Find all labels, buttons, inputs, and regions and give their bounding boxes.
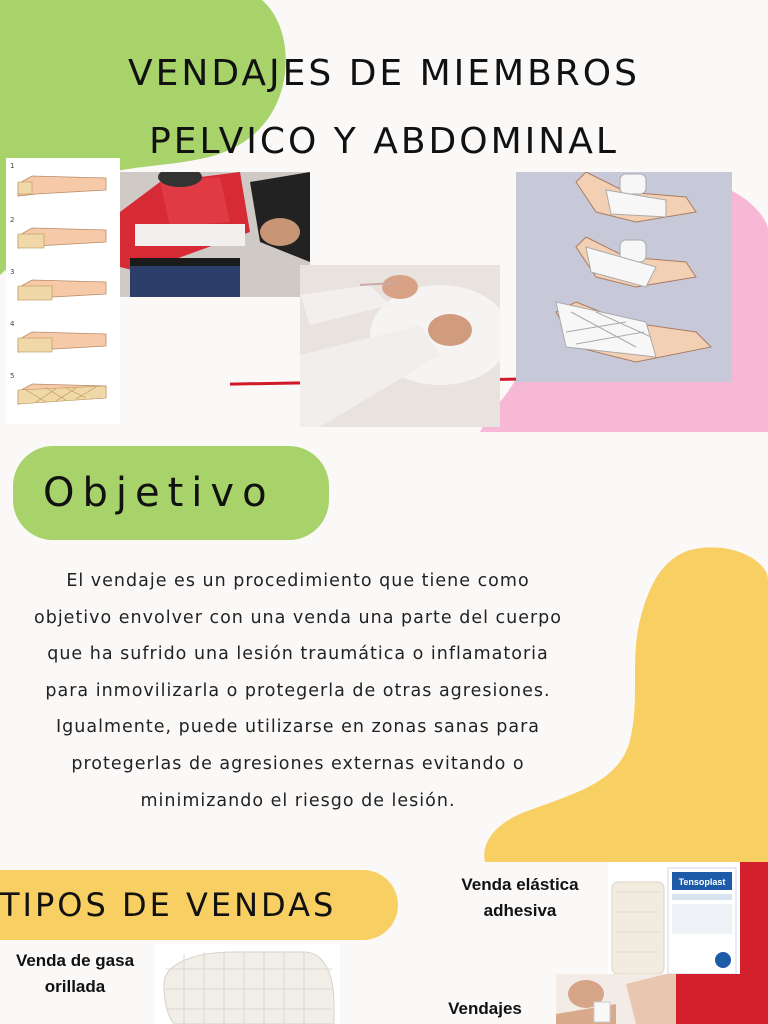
objective-heading-pill [13,446,329,540]
types-heading: TIPOS DE VENDAS [0,886,337,924]
bandaging-steps-illustration [6,158,120,424]
title-line-1: VENDAJES DE MIEMBROS [128,53,640,94]
gauze-roll-photo [154,944,340,1024]
bandages-label: Vendajes [448,999,522,1018]
step-number: 1 [10,162,15,170]
types-heading-pill [0,870,398,940]
abdominal-bandage-photo [120,172,310,297]
arm-bandage-photo [556,974,676,1024]
step-number: 4 [10,320,15,328]
page-title [0,40,768,176]
objective-heading: Objetivo [43,470,275,516]
gauze-bandage-label: Venda de gasa orillada [15,951,135,996]
step-number: 3 [10,268,15,276]
hands-applying-bandage-photo [300,265,500,427]
elastic-bandage-product-photo [608,862,740,974]
foot-bandage-illustration [516,172,732,382]
title-line-2: PELVICO Y ABDOMINAL [149,121,619,162]
elastic-bandage-label: Venda elástica adhesiva [461,875,579,920]
step-number: 2 [10,216,15,224]
step-number: 5 [10,372,15,380]
objective-text: El vendaje es un procedimiento que tiene como objetivo envolver con una venda una parte del cuerpo que ha sufrido una lesión traumática o inflamatoria para inmovilizarla o protegerla de otras agresiones. Igualmente, puede utilizarse en zonas sanas para protegerlas de agresiones externas evitando o minimizando el riesgo de lesión. [34,571,562,811]
product-brand-text: Tensoplast [678,877,726,887]
